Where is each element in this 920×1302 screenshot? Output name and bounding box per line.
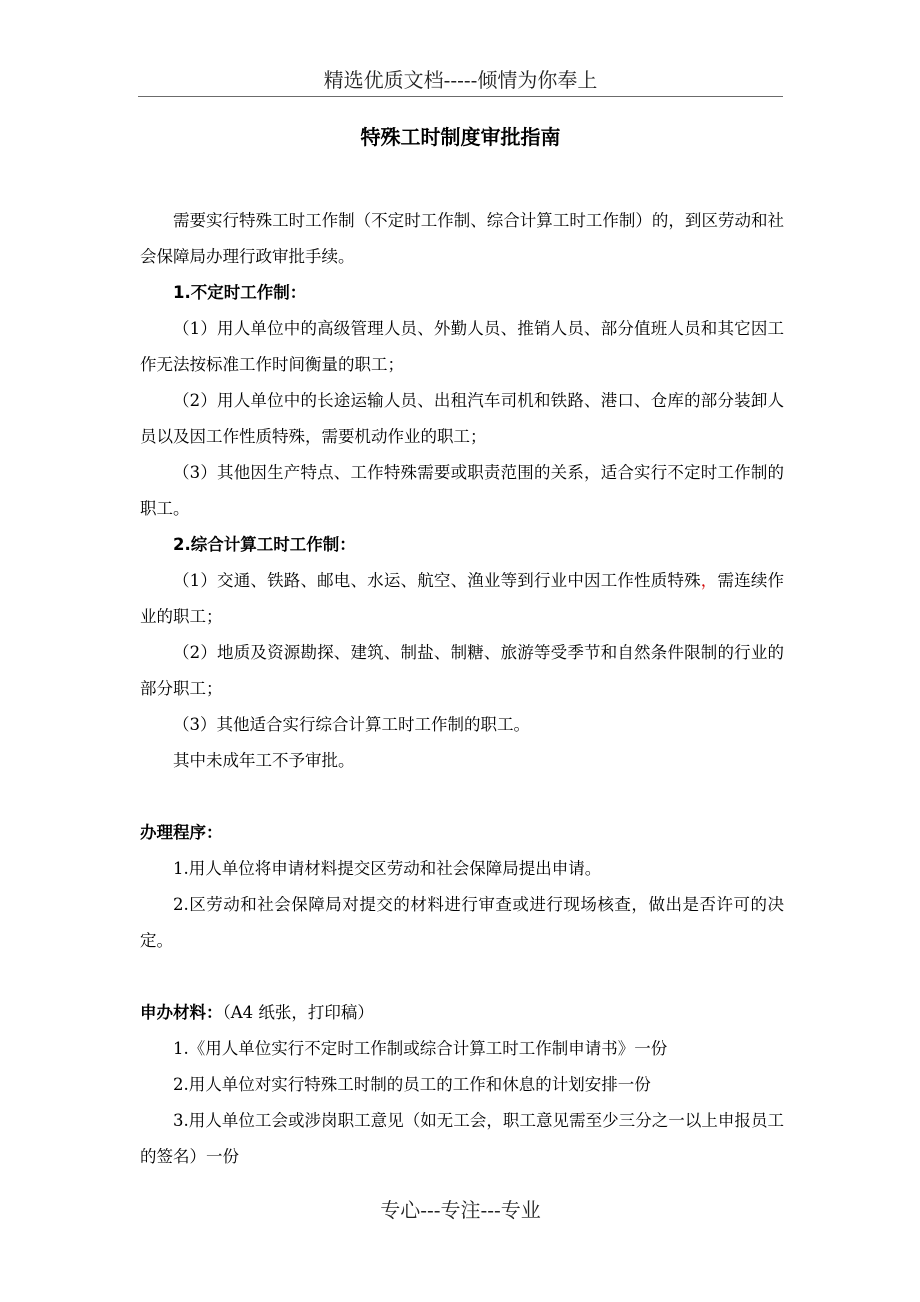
section-1-item-2: （2）用人单位中的长途运输人员、出租汽车司机和铁路、港口、仓库的部分装卸人员以及因工作性质特殊，需要机动作业的职工； [140, 391, 784, 446]
section-2-item-1 [140, 563, 784, 635]
section-2-item-2: （2）地质及资源勘探、建筑、制盐、制糖、旅游等受季节和自然条件限制的行业的部分职工； [140, 643, 784, 698]
section-2-item-1-text: （1）交通、铁路、邮电、水运、航空、渔业等到行业中因工作性质特殊 [173, 571, 701, 590]
section-2-item-1-comma: ， [700, 571, 718, 590]
spacer [140, 959, 784, 995]
document-body [140, 203, 784, 1175]
section-1-item-1: （1）用人单位中的高级管理人员、外勤人员、推销人员、部分值班人员和其它因工作无法按标准工作时间衡量的职工； [140, 319, 784, 374]
section-2-note: 其中未成年工不予审批。 [173, 751, 355, 770]
materials-heading-line [140, 995, 784, 1031]
spacer [140, 779, 784, 815]
document-title: 特殊工时制度审批指南 [360, 125, 561, 149]
intro-paragraph: 需要实行特殊工时工作制（不定时工作制、综合计算工时工作制）的，到区劳动和社会保障局办理行政审批手续。 [140, 211, 784, 266]
materials-item-3: 3.用人单位工会或涉岗职工意见（如无工会，职工意见需至少三分之一以上申报员工的签名）一份 [140, 1111, 784, 1166]
section-2-item-1-text-end: 需连续作业的职工； [140, 571, 785, 626]
page-footer: 专心---专注---专业 [380, 1198, 541, 1222]
procedure-heading: 办理程序： [140, 823, 223, 842]
materials-note: （A4 纸张，打印稿） [222, 1003, 374, 1022]
materials-item-2: 2.用人单位对实行特殊工时制的员工的工作和休息的计划安排一份 [173, 1075, 651, 1094]
page-header: 精选优质文档-----倾情为你奉上 [138, 64, 783, 97]
procedure-step-2: 2.区劳动和社会保障局对提交的材料进行审查或进行现场核查，做出是否许可的决定。 [140, 895, 784, 950]
section-2-heading: 2.综合计算工时工作制： [173, 535, 356, 554]
materials-item-1: 1.《用人单位实行不定时工作制或综合计算工时工作制申请书》一份 [173, 1039, 668, 1058]
procedure-step-1: 1.用人单位将申请材料提交区劳动和社会保障局提出申请。 [173, 859, 602, 878]
materials-heading: 申办材料： [140, 1003, 223, 1022]
section-1-heading: 1.不定时工作制： [173, 283, 307, 302]
section-1-item-3: （3）其他因生产特点、工作特殊需要或职责范围的关系，适合实行不定时工作制的职工。 [140, 463, 784, 518]
section-2-item-3: （3）其他适合实行综合计算工时工作制的职工。 [173, 715, 530, 734]
